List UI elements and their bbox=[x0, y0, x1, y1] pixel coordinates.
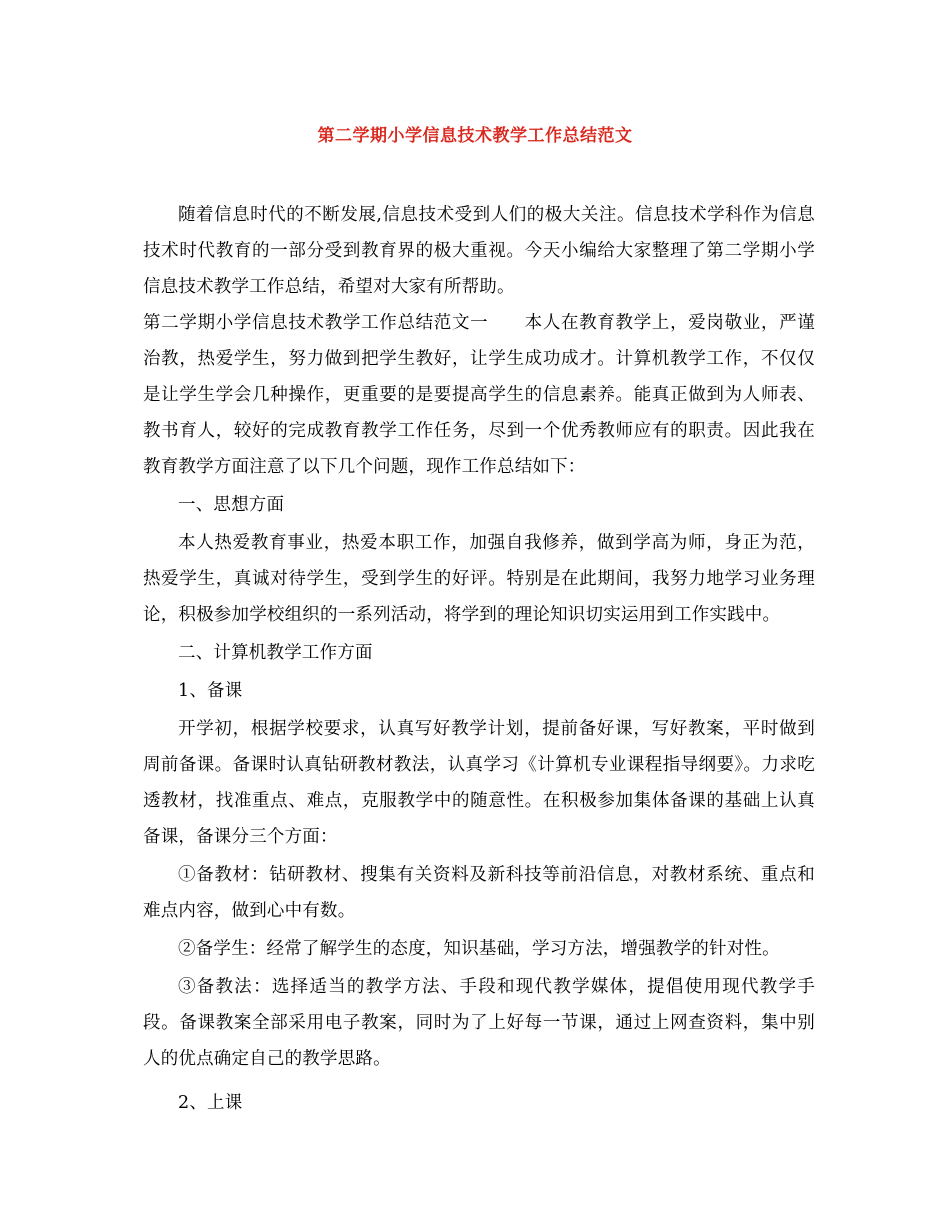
prep-materials-paragraph: ①备教材：钻研教材、搜集有关资料及新科技等前沿信息，对教材系统、重点和难点内容，做到心中有数。 bbox=[143, 865, 815, 921]
intro-paragraph: 随着信息时代的不断发展,信息技术受到人们的极大关注。信息技术学科作为信息技术时代教育的一部分受到教育界的极大重视。今天小编给大家整理了第二学期小学信息技术教学工作总结，希望对大家有所帮助。 bbox=[143, 205, 815, 297]
document-body bbox=[143, 197, 815, 1121]
document-title: 第二学期小学信息技术教学工作总结范文 bbox=[317, 126, 633, 146]
prep-students-paragraph: ②备学生：经常了解学生的态度，知识基础，学习方法，增强教学的针对性。 bbox=[178, 939, 780, 959]
section-intro-paragraph: 第二学期小学信息技术教学工作总结范文一 本人在教育教学上，爱岗敬业，严谨治教，热爱学生，努力做到把学生教好，让学生成功成才。计算机教学工作，不仅仅是让学生学会几种操作，更重要的是要提高学生的信息素养。能真正做到为人师表、教书育人，较好的完成教育教学工作任务，尽到一个优秀教师应有的职责。因此我在教育教学方面注意了以下几个问题，现作工作总结如下： bbox=[143, 313, 815, 477]
heading-thought: 一、思想方面 bbox=[178, 495, 285, 515]
heading-lesson-prep: 1、备课 bbox=[178, 681, 243, 701]
lesson-prep-paragraph: 开学初，根据学校要求，认真写好教学计划，提前备好课，写好教案，平时做到周前备课。备课时认真钻研教材教法，认真学习《计算机专业课程指导纲要》。力求吃透教材，找准重点、难点，克服教学中的随意性。在积极参加集体备课的基础上认真备课，备课分三个方面： bbox=[143, 719, 815, 847]
thought-paragraph: 本人热爱教育事业，热爱本职工作，加强自我修养，做到学高为师，身正为范，热爱学生，真诚对待学生，受到学生的好评。特别是在此期间，我努力地学习业务理论，积极参加学校组织的一系列活动，将学到的理论知识切实运用到工作实践中。 bbox=[143, 533, 815, 625]
heading-class: 2、上课 bbox=[178, 1093, 243, 1113]
heading-teaching: 二、计算机教学工作方面 bbox=[178, 643, 373, 663]
prep-methods-paragraph: ③备教法：选择适当的教学方法、手段和现代教学媒体，提倡使用现代教学手段。备课教案全部采用电子教案，同时为了上好每一节课，通过上网查资料，集中别人的优点确定自己的教学思路。 bbox=[143, 977, 815, 1069]
